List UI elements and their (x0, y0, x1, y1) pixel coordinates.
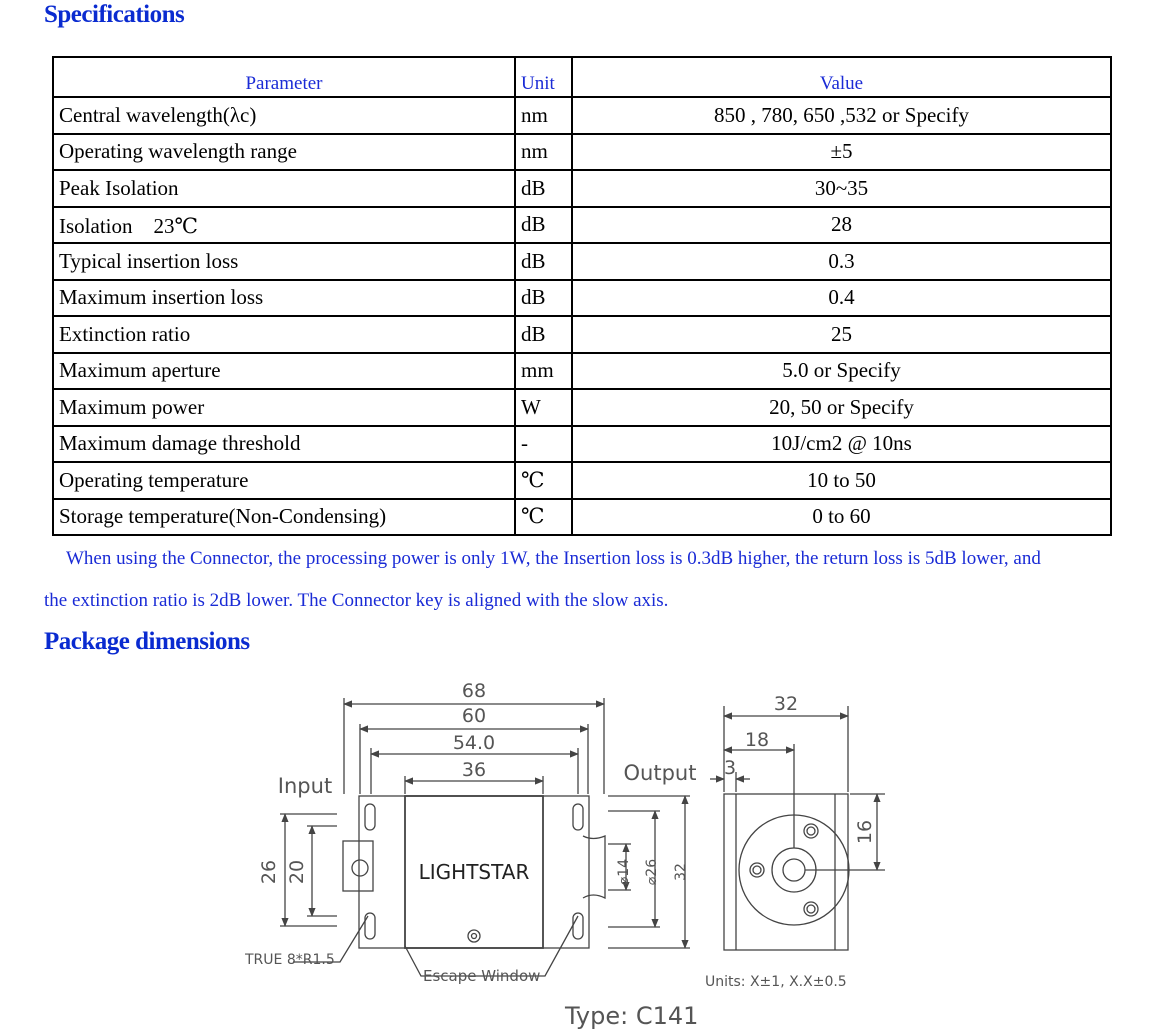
cell-parameter: Maximum aperture (53, 353, 515, 390)
dim-label-26: 26 (258, 859, 280, 885)
column-header-value: Value (572, 57, 1111, 97)
cell-parameter: Typical insertion loss (53, 243, 515, 280)
cell-value: ±5 (572, 134, 1111, 171)
table-row (53, 134, 1111, 171)
type-label: Type: C141 (565, 1002, 699, 1029)
table-row (53, 243, 1111, 280)
cell-parameter: Storage temperature(Non-Condensing) (53, 499, 515, 536)
dim-label-36: 36 (461, 759, 487, 781)
cell-parameter: Extinction ratio (53, 316, 515, 353)
specifications-table (52, 56, 1112, 536)
dim-label-16: 16 (854, 819, 876, 845)
table-row (53, 207, 1111, 244)
table-row (53, 316, 1111, 353)
dim-label-d26: ⌀26 (644, 858, 660, 886)
dim-label-60: 60 (461, 705, 487, 727)
connector-note-line-2: the extinction ratio is 2dB lower. The Connector key is aligned with the slow axis. (44, 590, 669, 611)
cell-value: 5.0 or Specify (572, 353, 1111, 390)
true-holes-label: TRUE 8*R1.5 (245, 952, 335, 968)
mounting-slot (365, 804, 375, 830)
cell-value: 30~35 (572, 170, 1111, 207)
cell-parameter: Maximum insertion loss (53, 280, 515, 317)
cell-unit: - (515, 426, 572, 463)
output-label: Output (623, 761, 697, 785)
escape-window-label: Escape Window (423, 967, 541, 985)
dim-label-32-top: 32 (773, 693, 799, 715)
table-row (53, 389, 1111, 426)
dim-label-d14: ⌀14 (616, 858, 632, 886)
cell-value: 10J/cm2 @ 10ns (572, 426, 1111, 463)
cell-parameter: Operating temperature (53, 462, 515, 499)
cell-parameter: Operating wavelength range (53, 134, 515, 171)
cell-value: 20, 50 or Specify (572, 389, 1111, 426)
package-dimensions-heading: Package dimensions (44, 628, 250, 655)
cell-parameter: Isolation 23℃ (53, 207, 515, 244)
cell-unit: dB (515, 316, 572, 353)
input-label: Input (277, 774, 333, 798)
cell-value: 28 (572, 207, 1111, 244)
side-view-frame (724, 794, 848, 950)
cell-parameter: Maximum power (53, 389, 515, 426)
cell-unit: dB (515, 170, 572, 207)
column-header-unit: Unit (515, 57, 572, 97)
specifications-heading: Specifications (44, 1, 185, 28)
table-row (53, 499, 1111, 536)
cell-unit: ℃ (515, 462, 572, 499)
table-header-row (53, 57, 1111, 97)
cell-value: 0.3 (572, 243, 1111, 280)
dim-label-68: 68 (461, 680, 487, 702)
cell-unit: mm (515, 353, 572, 390)
table-row (53, 170, 1111, 207)
cell-unit: W (515, 389, 572, 426)
cell-value: 0.4 (572, 280, 1111, 317)
connector-note-line-1: When using the Connector, the processing power is only 1W, the Insertion loss is 0.3dB higher, the return loss is 5dB lower, and (66, 548, 1041, 569)
table-row (53, 462, 1111, 499)
brand-label: LIGHTSTAR (418, 860, 530, 884)
dim-label-32-side: 32 (673, 863, 689, 881)
table-row (53, 353, 1111, 390)
cell-unit: ℃ (515, 499, 572, 536)
dim-label-54: 54.0 (452, 732, 496, 754)
dim-label-3: 3 (723, 757, 737, 779)
escape-window-port (468, 930, 480, 942)
cell-unit: nm (515, 134, 572, 171)
cell-unit: dB (515, 207, 572, 244)
cell-parameter: Peak Isolation (53, 170, 515, 207)
cell-value: 25 (572, 316, 1111, 353)
input-aperture (352, 860, 368, 876)
table-row (53, 280, 1111, 317)
dim-label-18: 18 (744, 729, 770, 751)
package-dimension-drawing (245, 676, 890, 1029)
cell-unit: nm (515, 97, 572, 134)
cell-value: 0 to 60 (572, 499, 1111, 536)
column-header-parameter: Parameter (53, 57, 515, 97)
table-row (53, 426, 1111, 463)
mounting-slot (573, 804, 583, 830)
cell-unit: dB (515, 280, 572, 317)
cell-parameter: Maximum damage threshold (53, 426, 515, 463)
dim-label-20: 20 (286, 859, 308, 885)
mounting-slot (365, 913, 375, 939)
table-row (53, 97, 1111, 134)
cell-value: 10 to 50 (572, 462, 1111, 499)
cell-parameter: Central wavelength(λc) (53, 97, 515, 134)
input-port (343, 841, 373, 891)
cell-value: 850 , 780, 650 ,532 or Specify (572, 97, 1111, 134)
cell-unit: dB (515, 243, 572, 280)
units-label: Units: X±1, X.X±0.5 (705, 974, 847, 990)
